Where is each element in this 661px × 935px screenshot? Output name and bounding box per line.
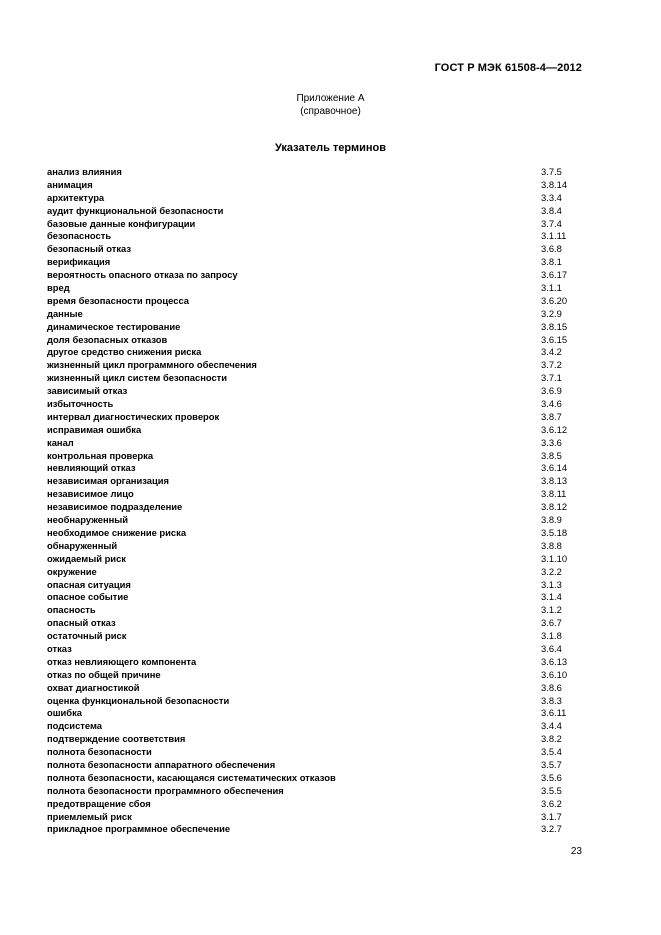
annex-title: Приложение А (296, 93, 365, 104)
term-name: подсистема (47, 720, 102, 732)
term-name: полнота безопасности программного обеспечения (47, 784, 284, 796)
term-reference: 3.8.9 (541, 514, 562, 526)
term-name: опасный отказ (47, 617, 116, 629)
index-title: Указатель терминов (274, 142, 387, 154)
term-name: жизненный цикл программного обеспечения (47, 359, 257, 371)
index-entry (47, 475, 587, 488)
term-name: окружение (47, 565, 97, 577)
term-name: полнота безопасности, касающаяся систематических отказов (47, 771, 336, 783)
term-name: невлияющий отказ (47, 462, 136, 474)
term-reference: 3.6.4 (541, 642, 562, 654)
index-entry (47, 695, 587, 708)
term-name: остаточный риск (47, 630, 127, 642)
term-name: отказ невлияющего компонента (47, 655, 197, 667)
page-number: 23 (570, 846, 582, 857)
index-entry (47, 579, 587, 592)
term-reference: 3.1.1 (541, 282, 562, 294)
term-reference: 3.5.4 (541, 746, 562, 758)
term-reference: 3.8.5 (541, 449, 562, 461)
index-entry (47, 488, 587, 501)
term-name: верификация (47, 256, 111, 268)
index-entry (47, 682, 587, 695)
term-reference: 3.7.2 (541, 359, 562, 371)
term-reference: 3.2.7 (541, 823, 562, 835)
index-entry (47, 411, 587, 424)
term-name: канал (47, 436, 74, 448)
term-name: полнота безопасности аппаратного обеспечения (47, 758, 276, 770)
index-entry (47, 759, 587, 772)
term-name: избыточность (47, 398, 114, 410)
term-reference: 3.2.9 (541, 307, 562, 319)
term-name: отказ (47, 642, 72, 654)
term-reference: 3.8.14 (541, 178, 568, 190)
term-reference: 3.7.4 (541, 217, 562, 229)
index-entry (47, 179, 587, 192)
term-reference: 3.7.1 (541, 372, 562, 384)
term-name: подтверждение соответствия (47, 733, 186, 745)
term-name: независимая организация (47, 475, 169, 487)
term-reference: 3.6.20 (541, 294, 568, 306)
index-entry (47, 540, 587, 553)
index-entry (47, 269, 587, 282)
term-reference: 3.6.8 (541, 243, 562, 255)
term-name: архитектура (47, 191, 105, 203)
index-entry (47, 514, 587, 527)
term-name: опасная ситуация (47, 578, 131, 590)
term-name: опасность (47, 604, 96, 616)
index-entry (47, 308, 587, 321)
index-entry (47, 656, 587, 669)
index-entry (47, 566, 587, 579)
index-entry (47, 372, 587, 385)
index-entry (47, 707, 587, 720)
term-reference: 3.8.11 (541, 488, 567, 500)
annex-heading (0, 92, 661, 118)
index-entry (47, 772, 587, 785)
index-entry (47, 166, 587, 179)
term-name: вероятность опасного отказа по запросу (47, 269, 238, 281)
term-reference: 3.1.2 (541, 604, 562, 616)
term-reference: 3.5.18 (541, 526, 568, 538)
term-reference: 3.6.14 (541, 462, 568, 474)
term-name: приемлемый риск (47, 810, 132, 822)
term-reference: 3.8.12 (541, 501, 568, 513)
term-reference: 3.6.7 (541, 617, 562, 629)
term-reference: 3.6.11 (541, 707, 567, 719)
index-entry (47, 218, 587, 231)
term-name: безопасный отказ (47, 243, 132, 255)
term-name: прикладное программное обеспечение (47, 823, 231, 835)
term-name: зависимый отказ (47, 385, 128, 397)
term-reference: 3.6.12 (541, 423, 568, 435)
term-reference: 3.8.13 (541, 475, 568, 487)
term-reference: 3.6.17 (541, 269, 568, 281)
term-reference: 3.8.7 (541, 410, 562, 422)
term-name: полнота безопасности (47, 746, 152, 758)
term-name: динамическое тестирование (47, 320, 181, 332)
term-reference: 3.8.3 (541, 694, 562, 706)
term-reference: 3.8.1 (541, 256, 562, 268)
index-entry (47, 450, 587, 463)
index-entry (47, 643, 587, 656)
index-entry (47, 527, 587, 540)
term-name: аудит функциональной безопасности (47, 204, 224, 216)
index-entry (47, 591, 587, 604)
term-name: исправимая ошибка (47, 423, 142, 435)
term-reference: 3.4.2 (541, 346, 562, 358)
term-name: базовые данные конфигурации (47, 217, 196, 229)
term-reference: 3.2.2 (541, 565, 562, 577)
term-name: необнаруженный (47, 514, 129, 526)
index-entry (47, 243, 587, 256)
index-entry (47, 462, 587, 475)
term-reference: 3.1.4 (541, 591, 562, 603)
term-name: оценка функциональной безопасности (47, 694, 230, 706)
term-reference: 3.3.6 (541, 436, 562, 448)
index-entry (47, 733, 587, 746)
index-entry (47, 669, 587, 682)
term-name: анализ влияния (47, 166, 122, 177)
term-name: доля безопасных отказов (47, 333, 168, 345)
term-reference: 3.1.8 (541, 630, 562, 642)
index-entry (47, 785, 587, 798)
term-reference: 3.6.13 (541, 655, 568, 667)
index-entry (47, 437, 587, 450)
standard-code: ГОСТ Р МЭК 61508-4—2012 (434, 62, 582, 74)
term-name: опасное событие (47, 591, 129, 603)
index-entry (47, 617, 587, 630)
index-entry (47, 398, 587, 411)
term-name: другое средство снижения риска (47, 346, 202, 358)
term-reference: 3.1.10 (541, 552, 568, 564)
term-name: независимое подразделение (47, 501, 183, 513)
term-reference: 3.8.2 (541, 733, 562, 745)
term-reference: 3.6.2 (541, 797, 562, 809)
index-entry (47, 321, 587, 334)
term-reference: 3.8.6 (541, 681, 562, 693)
term-reference: 3.6.15 (541, 333, 568, 345)
term-name: данные (47, 307, 83, 319)
annex-subtitle: (справочное) (300, 106, 361, 117)
index-entry (47, 811, 587, 824)
term-reference: 3.8.15 (541, 320, 568, 332)
term-reference: 3.1.3 (541, 578, 562, 590)
term-name: ожидаемый риск (47, 552, 126, 564)
index-entry (47, 746, 587, 759)
term-name: интервал диагностических проверок (47, 410, 220, 422)
index-entry (47, 720, 587, 733)
term-name: жизненный цикл систем безопасности (47, 372, 228, 384)
term-reference: 3.6.9 (541, 385, 562, 397)
term-reference: 3.5.7 (541, 758, 562, 770)
term-name: предотвращение сбоя (47, 797, 151, 809)
index-entry (47, 385, 587, 398)
terms-index-list (47, 166, 587, 836)
index-entry (47, 192, 587, 205)
index-entry (47, 823, 587, 836)
term-name: ошибка (47, 707, 83, 719)
index-entry (47, 630, 587, 643)
index-entry (47, 604, 587, 617)
term-reference: 3.4.4 (541, 720, 562, 732)
index-entry (47, 424, 587, 437)
term-name: анимация (47, 178, 93, 190)
term-name: необходимое снижение риска (47, 526, 187, 538)
index-entry (47, 798, 587, 811)
index-entry (47, 256, 587, 269)
term-name: время безопасности процесса (47, 294, 190, 306)
term-reference: 3.1.11 (541, 230, 567, 242)
term-name: безопасность (47, 230, 112, 242)
term-reference: 3.5.5 (541, 784, 562, 796)
term-name: независимое лицо (47, 488, 134, 500)
index-entry (47, 501, 587, 514)
index-entry (47, 295, 587, 308)
term-reference: 3.1.7 (541, 810, 562, 822)
term-name: вред (47, 282, 70, 294)
index-entry (47, 334, 587, 347)
term-name: отказ по общей причине (47, 668, 161, 680)
term-reference: 3.8.4 (541, 204, 562, 216)
term-reference: 3.7.5 (541, 166, 562, 177)
term-reference: 3.6.10 (541, 668, 568, 680)
index-entry (47, 359, 587, 372)
index-entry (47, 346, 587, 359)
term-name: обнаруженный (47, 539, 118, 551)
index-entry (47, 553, 587, 566)
term-name: контрольная проверка (47, 449, 154, 461)
index-entry (47, 230, 587, 243)
term-reference: 3.3.4 (541, 191, 562, 203)
index-entry (47, 282, 587, 295)
term-reference: 3.8.8 (541, 539, 562, 551)
term-name: охват диагностикой (47, 681, 140, 693)
index-entry (47, 205, 587, 218)
term-reference: 3.5.6 (541, 771, 562, 783)
term-reference: 3.4.6 (541, 398, 562, 410)
